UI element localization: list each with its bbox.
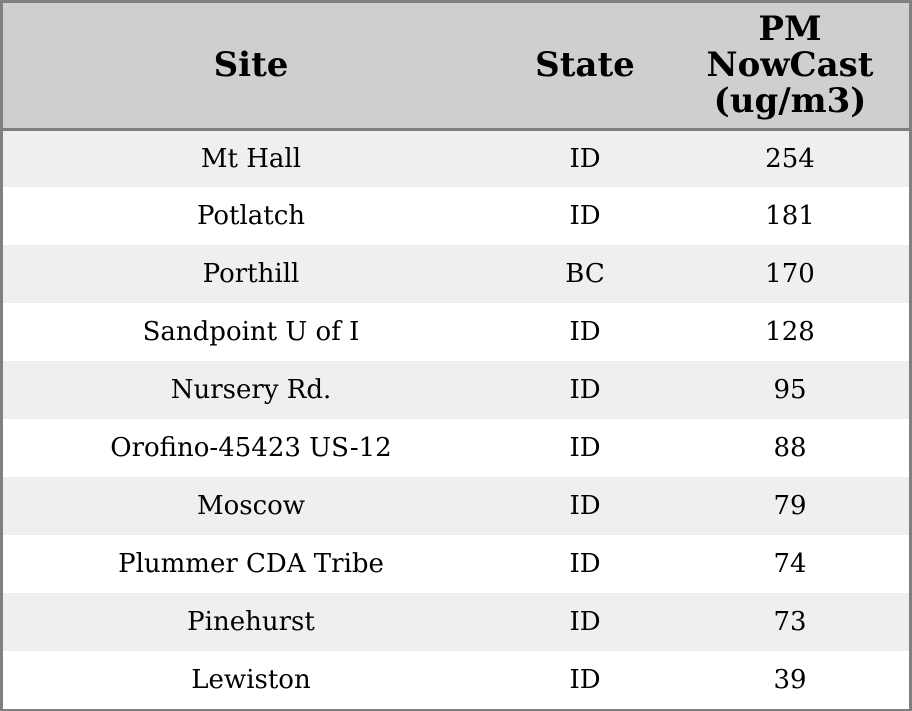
cell-pm: 95 [773,375,807,405]
table-row [3,187,909,245]
table-row [3,419,909,477]
header-pm-line-2: NowCast [706,45,874,86]
cell-site: Potlatch [196,201,306,231]
cell-pm: 181 [765,201,815,231]
cell-state: ID [569,317,601,347]
cell-site: Orofino-45423 US-12 [110,433,392,463]
cell-site: Porthill [202,259,300,289]
table-row [3,245,909,303]
header-pm-line-1: PM [758,9,822,50]
table-row [3,477,909,535]
header-pm-nowcast [671,3,909,129]
cell-site: Mt Hall [200,143,302,174]
cell-pm: 39 [773,665,807,695]
cell-pm: 170 [765,259,815,289]
cell-site: Pinehurst [187,607,315,637]
table-row [3,593,909,651]
table-row [3,361,909,419]
cell-pm: 79 [773,491,807,521]
header-site: Site [3,3,499,129]
cell-pm: 88 [773,433,807,463]
cell-state: ID [569,491,601,521]
cell-state: BC [565,259,605,289]
header-pm-line-3: (ug/m3) [713,81,867,122]
cell-pm: 128 [765,317,815,347]
table-row [3,535,909,593]
cell-site: Moscow [196,491,306,521]
table-row [3,651,909,709]
cell-state: ID [569,549,601,579]
cell-state: ID [569,375,601,405]
cell-site: Lewiston [191,665,311,695]
header-state: State [499,3,671,129]
cell-pm: 73 [773,607,807,637]
cell-state: ID [569,201,601,231]
table-body [3,129,909,709]
header-row [3,3,909,129]
cell-site: Plummer CDA Tribe [118,549,384,579]
table-row [3,303,909,361]
cell-state: ID [569,665,601,695]
cell-site: Sandpoint U of I [142,317,360,347]
cell-state: ID [569,433,601,463]
cell-pm: 74 [773,549,807,579]
table-header [3,3,909,129]
cell-pm: 254 [765,143,815,174]
cell-state: ID [569,143,601,174]
table-row [3,129,909,187]
air-quality-table [3,3,909,709]
cell-site: Nursery Rd. [170,375,332,405]
cell-state: ID [569,607,601,637]
